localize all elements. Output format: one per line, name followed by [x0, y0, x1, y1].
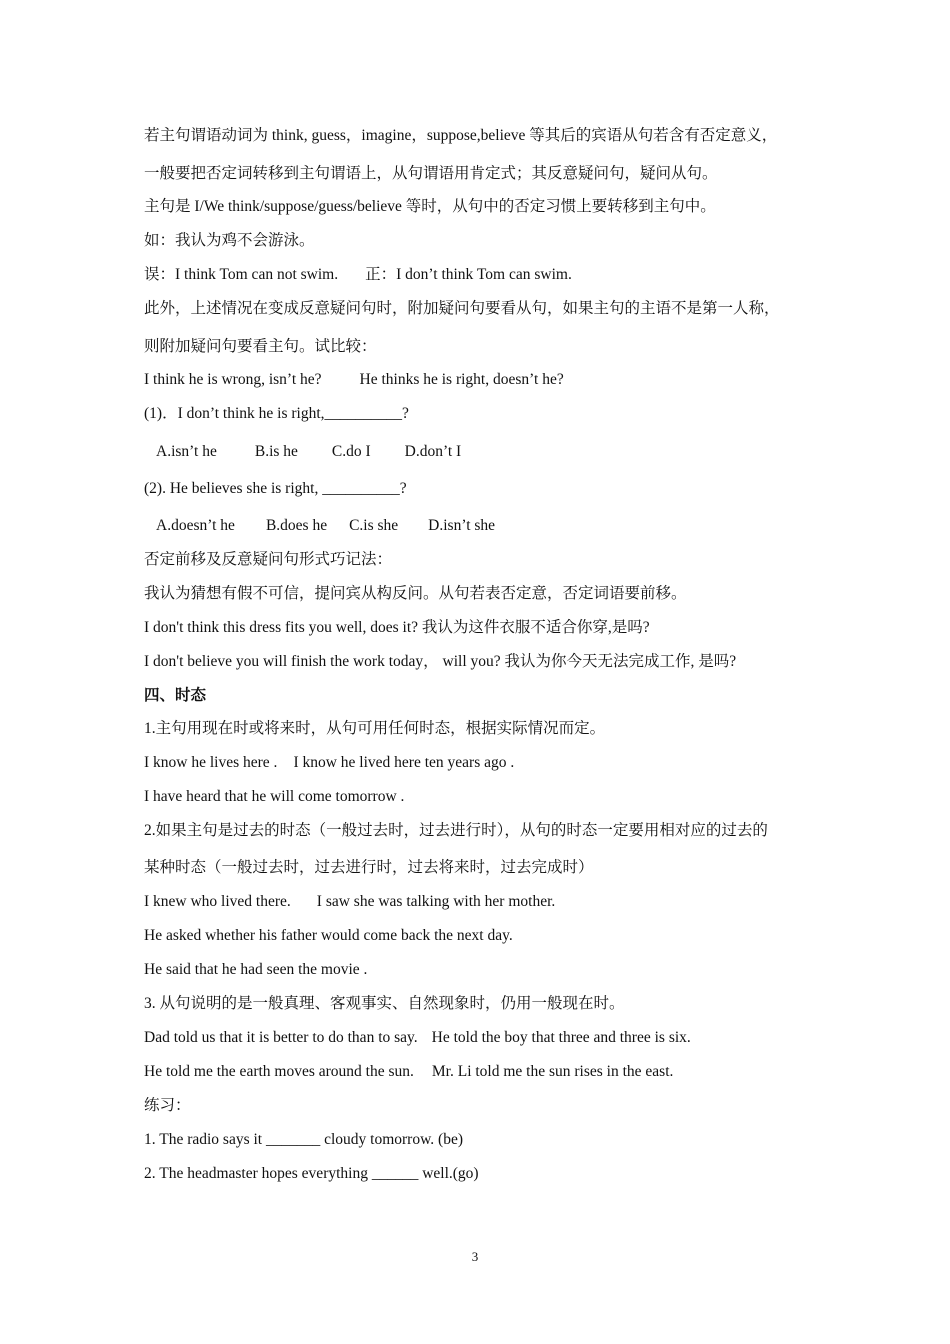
right-example: 正：I don’t think Tom can swim.	[365, 266, 572, 283]
compare-example-line	[144, 370, 850, 390]
example-sentence: Dad told us that it is better to do than to say.	[144, 1029, 418, 1046]
paragraph-line: He asked whether his father would come back the next day.	[144, 927, 513, 944]
example-line	[144, 1028, 850, 1048]
option-b: B.is he	[254, 443, 298, 460]
paragraph-line: 我认为猜想有假不可信，提问宾从构反问。从句若表否定意，否定词语要前移。	[144, 585, 687, 602]
option-d: D.don’t I	[404, 443, 462, 460]
example-line	[144, 892, 850, 912]
example-line	[144, 753, 850, 773]
paragraph-line: 若主句谓语动词为 think, guess，imagine，suppose,believe 等其后的宾语从句若含有否定意义，	[144, 127, 778, 144]
paragraph-line: 主句是 I/We think/suppose/guess/believe 等时，从句中的否定习惯上要转移到主句中。	[144, 198, 716, 215]
option-b: B.does he	[265, 517, 328, 534]
question-1-options	[156, 442, 850, 462]
paragraph-line: 如：我认为鸡不会游泳。	[144, 232, 315, 249]
example-sentence: I knew who lived there.	[144, 893, 291, 910]
option-d: D.isn’t she	[428, 517, 496, 534]
compare-example-1: I think he is wrong, isn’t he?	[144, 371, 322, 388]
paragraph-line: I don't think this dress fits you well, does it? 我认为这件衣服不适合你穿,是吗?	[144, 619, 650, 636]
paragraph-line: 此外，上述情况在变成反意疑问句时，附加疑问句要看从句，如果主句的主语不是第一人称，	[144, 300, 780, 317]
exercise-heading: 练习：	[144, 1097, 191, 1114]
paragraph-line: 3. 从句说明的是一般真理、客观事实、自然现象时，仍用一般现在时。	[144, 995, 625, 1012]
example-sentence: I know he lived here ten years ago .	[293, 754, 515, 771]
exercise-item: 2. The headmaster hopes everything ______ well.(go)	[144, 1165, 479, 1182]
example-line	[144, 1062, 850, 1082]
page-number: 3	[471, 1249, 479, 1264]
example-sentence: Mr. Li told me the sun rises in the east.	[431, 1063, 674, 1080]
example-sentence: He told the boy that three and three is six.	[431, 1029, 691, 1046]
option-c: C.do I	[331, 443, 371, 460]
paragraph-line: I don't believe you will finish the work today， will you? 我认为你今天无法完成工作, 是吗?	[144, 653, 737, 670]
example-line-wrong-right	[144, 265, 850, 285]
paragraph-line: 一般要把否定词转移到主句谓语上，从句谓语用肯定式；其反意疑问句，疑问从句。	[144, 165, 718, 182]
paragraph-line: I have heard that he will come tomorrow .	[144, 788, 405, 805]
section-heading: 四、时态	[144, 687, 207, 704]
example-sentence: I know he lives here .	[144, 754, 278, 771]
example-sentence: I saw she was talking with her mother.	[316, 893, 556, 910]
paragraph-line: He said that he had seen the movie .	[144, 961, 368, 978]
exercise-item: 1. The radio says it _______ cloudy tomorrow. (be)	[144, 1131, 463, 1148]
question-1: (1)．I don’t think he is right,__________?	[144, 405, 409, 422]
option-c: C.is she	[349, 517, 399, 534]
compare-example-2: He thinks he is right, doesn’t he?	[359, 371, 564, 388]
wrong-example: 误：I think Tom can not swim.	[144, 266, 339, 283]
option-a: A.doesn’t he	[156, 517, 235, 534]
example-sentence: He told me the earth moves around the sun.	[144, 1063, 414, 1080]
paragraph-line: 则附加疑问句要看主句。试比较：	[144, 338, 377, 355]
paragraph-line: 某种时态（一般过去时，过去进行时，过去将来时，过去完成时）	[144, 859, 594, 876]
paragraph-line: 1.主句用现在时或将来时，从句可用任何时态，根据实际情况而定。	[144, 720, 606, 737]
question-2-options	[156, 516, 850, 536]
paragraph-line: 否定前移及反意疑问句形式巧记法：	[144, 551, 393, 568]
option-a: A.isn’t he	[156, 443, 217, 460]
question-2: (2). He believes she is right, __________?	[144, 480, 407, 497]
paragraph-line: 2.如果主句是过去的时态（一般过去时，过去进行时），从句的时态一定要用相对应的过去的	[144, 822, 768, 839]
